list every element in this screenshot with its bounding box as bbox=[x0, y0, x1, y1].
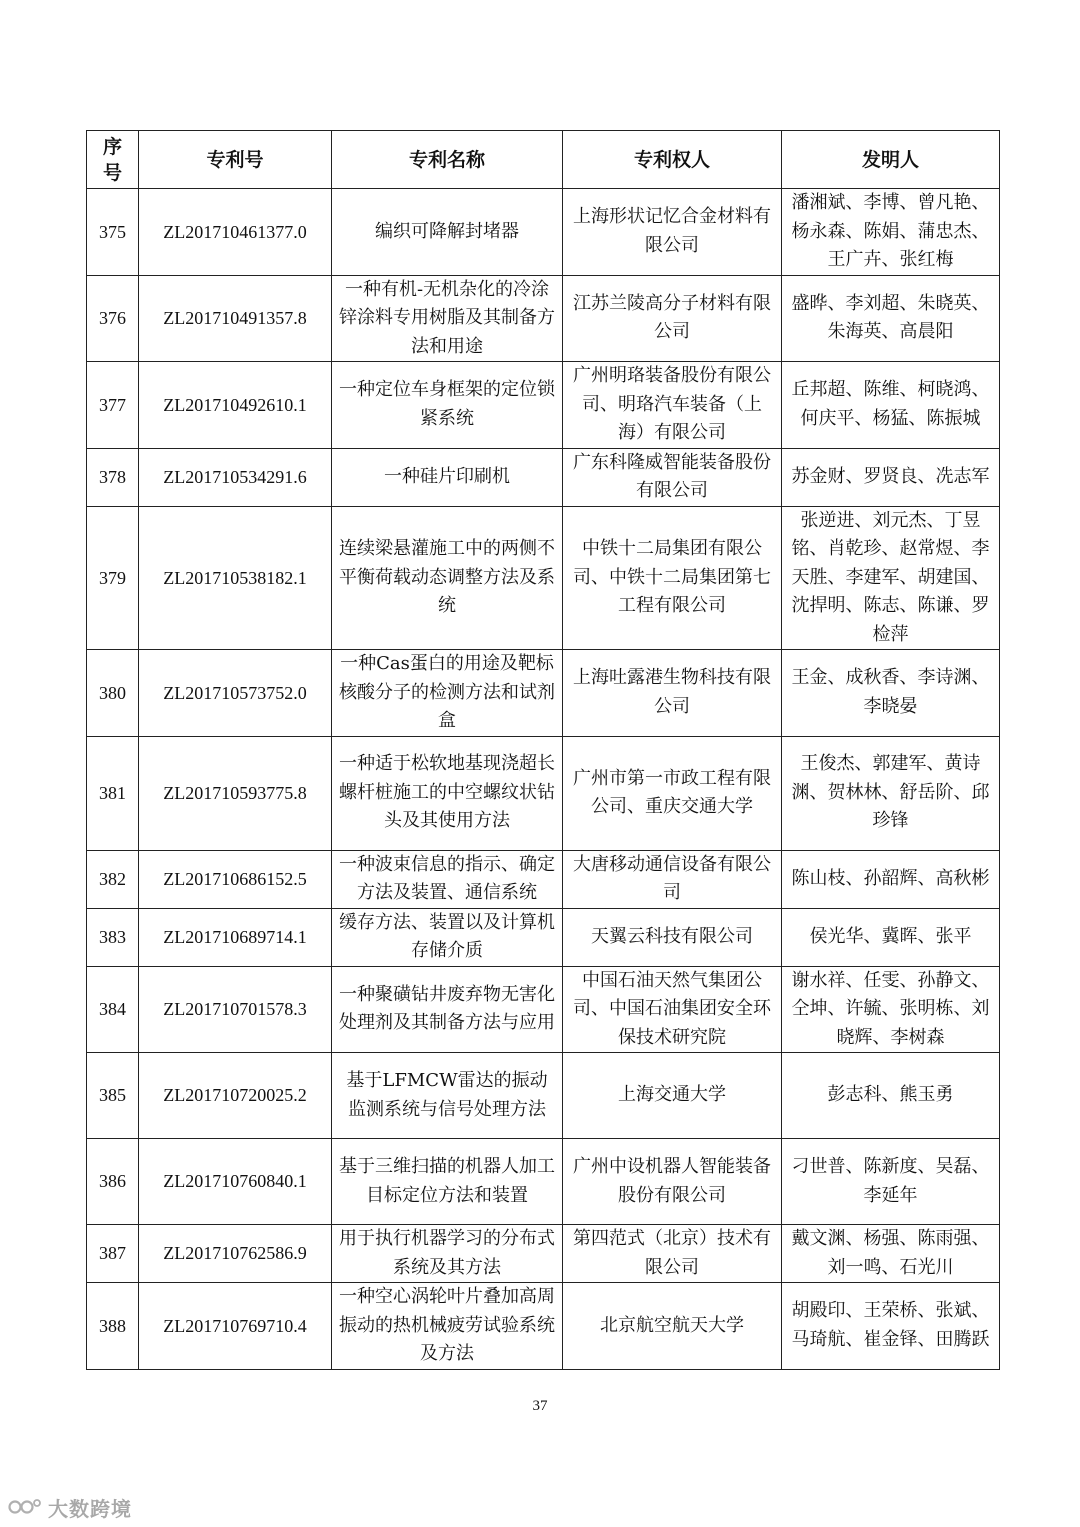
table-row bbox=[87, 506, 1000, 650]
cell-owner: 广州市第一市政工程有限公司、重庆交通大学 bbox=[563, 736, 782, 850]
header-seq: 序 号 bbox=[87, 131, 139, 189]
cell-inventors: 陈山枝、孙韶辉、高秋彬 bbox=[782, 850, 1000, 908]
cell-title: 基于三维扫描的机器人加工目标定位方法和装置 bbox=[332, 1139, 563, 1225]
cell-title: 一种波束信息的指示、确定方法及装置、通信系统 bbox=[332, 850, 563, 908]
cell-owner: 上海交通大学 bbox=[563, 1053, 782, 1139]
cell-seq: 379 bbox=[87, 506, 139, 650]
cell-seq: 385 bbox=[87, 1053, 139, 1139]
cell-owner: 中铁十二局集团有限公司、中铁十二局集团第七工程有限公司 bbox=[563, 506, 782, 650]
cell-seq: 375 bbox=[87, 189, 139, 276]
cell-seq: 386 bbox=[87, 1139, 139, 1225]
cell-owner: 第四范式（北京）技术有限公司 bbox=[563, 1225, 782, 1283]
cell-inventors: 胡殿印、王荣桥、张斌、马琦航、崔金铎、田腾跃 bbox=[782, 1283, 1000, 1370]
cell-patent-no: ZL201710573752.0 bbox=[139, 650, 332, 737]
cell-title: 用于执行机器学习的分布式系统及其方法 bbox=[332, 1225, 563, 1283]
header-patent-no: 专利号 bbox=[139, 131, 332, 189]
table-row bbox=[87, 448, 1000, 506]
cell-seq: 376 bbox=[87, 275, 139, 362]
cell-patent-no: ZL201710769710.4 bbox=[139, 1283, 332, 1370]
table-row bbox=[87, 736, 1000, 850]
cell-inventors: 王俊杰、郭建军、黄诗渊、贺林林、舒岳阶、邱珍锋 bbox=[782, 736, 1000, 850]
cell-patent-no: ZL201710534291.6 bbox=[139, 448, 332, 506]
cell-inventors: 谢水祥、任雯、孙静文、仝坤、许毓、张明栋、刘晓辉、李树森 bbox=[782, 966, 1000, 1053]
cell-title: 一种聚磺钻井废弃物无害化处理剂及其制备方法与应用 bbox=[332, 966, 563, 1053]
cell-patent-no: ZL201710701578.3 bbox=[139, 966, 332, 1053]
table-row bbox=[87, 850, 1000, 908]
cell-owner: 上海形状记忆合金材料有限公司 bbox=[563, 189, 782, 276]
table-row bbox=[87, 189, 1000, 276]
cell-inventors: 刁世普、陈新度、吴磊、李延年 bbox=[782, 1139, 1000, 1225]
cell-inventors: 彭志科、熊玉勇 bbox=[782, 1053, 1000, 1139]
cell-patent-no: ZL201710593775.8 bbox=[139, 736, 332, 850]
table-row bbox=[87, 1139, 1000, 1225]
cell-seq: 378 bbox=[87, 448, 139, 506]
cell-inventors: 盛晔、李刘超、朱晓英、朱海英、高晨阳 bbox=[782, 275, 1000, 362]
watermark-logo-icon bbox=[8, 1497, 42, 1517]
cell-inventors: 苏金财、罗贤良、冼志军 bbox=[782, 448, 1000, 506]
cell-title: 基于LFMCW雷达的振动监测系统与信号处理方法 bbox=[332, 1053, 563, 1139]
cell-patent-no: ZL201710720025.2 bbox=[139, 1053, 332, 1139]
cell-patent-no: ZL201710492610.1 bbox=[139, 362, 332, 449]
cell-owner: 中国石油天然气集团公司、中国石油集团安全环保技术研究院 bbox=[563, 966, 782, 1053]
header-inventors: 发明人 bbox=[782, 131, 1000, 189]
cell-owner: 广东科隆威智能装备股份有限公司 bbox=[563, 448, 782, 506]
cell-title: 一种适于松软地基现浇超长螺杆桩施工的中空螺纹状钻头及其使用方法 bbox=[332, 736, 563, 850]
table-row bbox=[87, 650, 1000, 737]
table-row bbox=[87, 1053, 1000, 1139]
table-row bbox=[87, 275, 1000, 362]
cell-patent-no: ZL201710760840.1 bbox=[139, 1139, 332, 1225]
patent-table bbox=[86, 130, 1000, 1370]
cell-patent-no: ZL201710491357.8 bbox=[139, 275, 332, 362]
cell-title: 一种空心涡轮叶片叠加高周振动的热机械疲劳试验系统及方法 bbox=[332, 1283, 563, 1370]
cell-patent-no: ZL201710538182.1 bbox=[139, 506, 332, 650]
cell-inventors: 戴文渊、杨强、陈雨强、刘一鸣、石光川 bbox=[782, 1225, 1000, 1283]
cell-owner: 江苏兰陵高分子材料有限公司 bbox=[563, 275, 782, 362]
cell-owner: 大唐移动通信设备有限公司 bbox=[563, 850, 782, 908]
cell-owner: 广州中设机器人智能装备股份有限公司 bbox=[563, 1139, 782, 1225]
cell-inventors: 张逆进、刘元杰、丁昱铭、肖乾珍、赵常煜、李天胜、李建军、胡建国、沈捍明、陈志、陈谦、罗检萍 bbox=[782, 506, 1000, 650]
table-row bbox=[87, 1225, 1000, 1283]
cell-seq: 380 bbox=[87, 650, 139, 737]
cell-patent-no: ZL201710461377.0 bbox=[139, 189, 332, 276]
table-row bbox=[87, 908, 1000, 966]
cell-patent-no: ZL201710762586.9 bbox=[139, 1225, 332, 1283]
cell-owner: 广州明珞装备股份有限公司、明珞汽车装备（上海）有限公司 bbox=[563, 362, 782, 449]
cell-title: 一种Cas蛋白的用途及靶标核酸分子的检测方法和试剂盒 bbox=[332, 650, 563, 737]
table-row bbox=[87, 966, 1000, 1053]
cell-title: 一种有机-无机杂化的冷涂锌涂料专用树脂及其制备方法和用途 bbox=[332, 275, 563, 362]
table-row bbox=[87, 362, 1000, 449]
cell-patent-no: ZL201710686152.5 bbox=[139, 850, 332, 908]
cell-title: 编织可降解封堵器 bbox=[332, 189, 563, 276]
cell-title: 连续梁悬灌施工中的两侧不平衡荷载动态调整方法及系统 bbox=[332, 506, 563, 650]
watermark bbox=[8, 1492, 132, 1522]
cell-owner: 天翼云科技有限公司 bbox=[563, 908, 782, 966]
cell-seq: 384 bbox=[87, 966, 139, 1053]
cell-title: 一种定位车身框架的定位锁紧系统 bbox=[332, 362, 563, 449]
cell-owner: 北京航空航天大学 bbox=[563, 1283, 782, 1370]
cell-inventors: 侯光华、冀晖、张平 bbox=[782, 908, 1000, 966]
cell-seq: 387 bbox=[87, 1225, 139, 1283]
cell-owner: 上海吐露港生物科技有限公司 bbox=[563, 650, 782, 737]
cell-inventors: 潘湘斌、李博、曾凡艳、杨永森、陈娟、蒲忠杰、王广卉、张红梅 bbox=[782, 189, 1000, 276]
page-number: 37 bbox=[532, 1398, 548, 1414]
cell-inventors: 王金、成秋香、李诗渊、李晓晏 bbox=[782, 650, 1000, 737]
header-title: 专利名称 bbox=[332, 131, 563, 189]
header-owner: 专利权人 bbox=[563, 131, 782, 189]
table-header-row bbox=[87, 131, 1000, 189]
cell-seq: 382 bbox=[87, 850, 139, 908]
cell-patent-no: ZL201710689714.1 bbox=[139, 908, 332, 966]
watermark-text: 大数跨境 bbox=[48, 1496, 132, 1521]
cell-seq: 388 bbox=[87, 1283, 139, 1370]
cell-title: 一种硅片印刷机 bbox=[332, 448, 563, 506]
cell-seq: 381 bbox=[87, 736, 139, 850]
cell-title: 缓存方法、装置以及计算机存储介质 bbox=[332, 908, 563, 966]
cell-seq: 383 bbox=[87, 908, 139, 966]
cell-seq: 377 bbox=[87, 362, 139, 449]
table-row bbox=[87, 1283, 1000, 1370]
cell-inventors: 丘邦超、陈维、柯晓鸿、何庆平、杨猛、陈振城 bbox=[782, 362, 1000, 449]
